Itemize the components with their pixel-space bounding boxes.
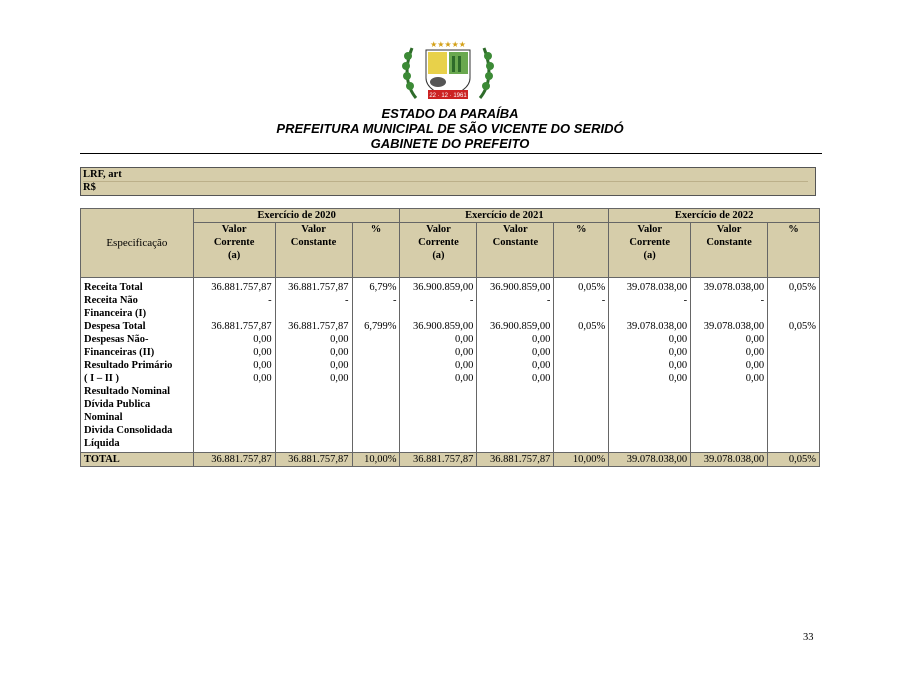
col-2021-vk: 36.900.859,00 - 36.900.859,00 0,00 0,00 0,00 0,00 (477, 278, 554, 453)
total-row (81, 453, 820, 467)
col-2021-pct: 0,05% - 0,05% (554, 278, 609, 453)
col-2020-pct: 6,79% - 6,799% (352, 278, 400, 453)
info-lrf: LRF, art (83, 169, 808, 182)
total-value: 36.881.757,87 (400, 453, 477, 467)
header-municipality: PREFEITURA MUNICIPAL DE SÃO VICENTE DO SERIDÓ (276, 121, 624, 136)
total-value: 36.881.757,87 (477, 453, 554, 467)
fiscal-table (80, 208, 820, 467)
year-2020: Exercício de 2020 (193, 209, 400, 223)
header-rule (80, 153, 822, 154)
header-state: ESTADO DA PARAÍBA (381, 106, 519, 121)
total-value: 36.881.757,87 (275, 453, 352, 467)
vk-header: Valor Constante (275, 223, 352, 278)
col-2020-vk: 36.881.757,87 - 36.881.757,87 0,00 0,00 0,00 0,00 (275, 278, 352, 453)
total-value: 10,00% (352, 453, 400, 467)
col-2022-pct: 0,05% 0,05% (768, 278, 820, 453)
year-header-row (81, 209, 820, 223)
coat-of-arms-logo (398, 38, 498, 102)
col-2020-vc: 36.881.757,87 - 36.881.757,87 0,00 0,00 0,00 0,00 (193, 278, 275, 453)
svg-text:★★★★★: ★★★★★ (430, 40, 466, 49)
vc-header: Valor Corrente (a) (193, 223, 275, 278)
total-value: 39.078.038,00 (691, 453, 768, 467)
row-labels: Receita Total Receita Não Financeira (I) Despesa Total Despesas Não- Financeiras (II) Resultado Primário ( I – II ) Resultado Nominal Dívida Publica Nominal Divida Consolidada Líquida (81, 278, 194, 453)
total-value: 10,00% (554, 453, 609, 467)
table-body-row (81, 278, 820, 453)
vc-header: Valor Corrente (a) (609, 223, 691, 278)
total-value: 0,05% (768, 453, 820, 467)
info-box (80, 167, 816, 196)
total-value: 36.881.757,87 (193, 453, 275, 467)
vk-header: Valor Constante (477, 223, 554, 278)
col-2022-vc: 39.078.038,00 - 39.078.038,00 0,00 0,00 0,00 0,00 (609, 278, 691, 453)
spec-header: Especificação (81, 209, 194, 278)
pct-header: % (554, 223, 609, 278)
year-2022: Exercício de 2022 (609, 209, 820, 223)
col-2021-vc: 36.900.859,00 - 36.900.859,00 0,00 0,00 0,00 0,00 (400, 278, 477, 453)
col-2022-vk: 39.078.038,00 - 39.078.038,00 0,00 0,00 0,00 0,00 (691, 278, 768, 453)
vc-header: Valor Corrente (a) (400, 223, 477, 278)
header-office: GABINETE DO PREFEITO (370, 136, 530, 151)
pct-header: % (768, 223, 820, 278)
info-currency: R$ (83, 182, 96, 193)
total-label: TOTAL (81, 453, 194, 467)
total-value: 39.078.038,00 (609, 453, 691, 467)
vk-header: Valor Constante (691, 223, 768, 278)
crest-date: 22 · 12 · 1961 (429, 93, 467, 99)
page-number: 33 (803, 632, 814, 643)
year-2021: Exercício de 2021 (400, 209, 609, 223)
pct-header: % (352, 223, 400, 278)
